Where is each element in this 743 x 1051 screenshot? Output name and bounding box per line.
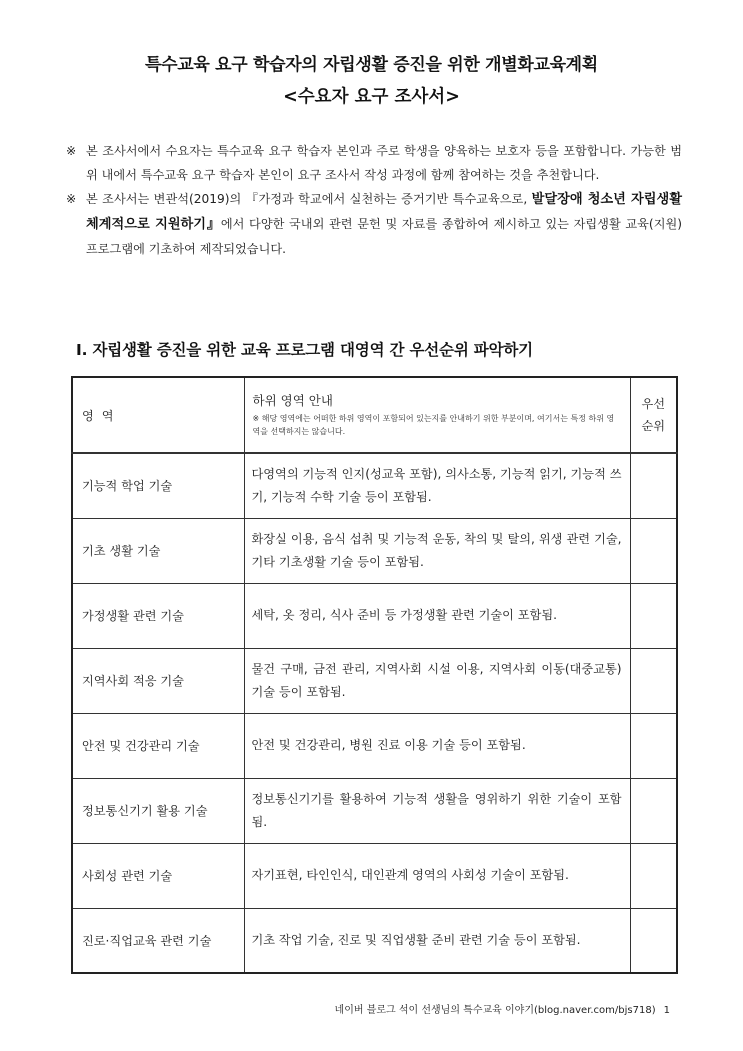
rank-input-cell[interactable] bbox=[630, 908, 677, 973]
row-description: 다영역의 기능적 인지(성교육 포함), 의사소통, 기능적 읽기, 기능적 쓰기, 기능적 수학 기술 등이 포함됨. bbox=[244, 453, 630, 518]
note-item bbox=[66, 139, 682, 187]
table-row bbox=[72, 843, 677, 908]
rank-input-cell[interactable] bbox=[630, 843, 677, 908]
document-title: 특수교육 요구 학습자의 자립생활 증진을 위한 개별화교육계획 bbox=[145, 55, 598, 75]
notes-block bbox=[66, 139, 682, 261]
header-description-title: 하위 영역 안내 bbox=[252, 392, 333, 408]
footer-text: 네이버 블로그 석이 선생님의 특수교육 이야기(blog.naver.com/bjs718) bbox=[334, 1005, 656, 1016]
note-text-after: 에서 다양한 국내외 관련 문헌 및 자료를 종합하여 제시하고 있는 자립생활 교육(지원) 프로그램에 기초하여 제작되었습니다. bbox=[86, 217, 682, 256]
row-area: 정보통신기기 활용 기술 bbox=[72, 778, 244, 843]
row-area: 안전 및 건강관리 기술 bbox=[72, 713, 244, 778]
row-area: 가정생활 관련 기술 bbox=[72, 583, 244, 648]
table-header-row bbox=[72, 377, 677, 453]
rank-input-cell[interactable] bbox=[630, 583, 677, 648]
row-description: 화장실 이용, 음식 섭취 및 기능적 운동, 착의 및 탈의, 위생 관련 기술, 기타 기초생활 기술 등이 포함됨. bbox=[244, 518, 630, 583]
priority-table bbox=[71, 376, 678, 974]
document-subtitle: <수요자 요구 조사서> bbox=[283, 87, 460, 107]
note-text-before: 본 조사서는 변관석(2019)의 『가정과 학교에서 실천하는 증거기반 특수교육으로, bbox=[86, 192, 532, 206]
header-description-note: ※ 해당 영역에는 어떠한 하위 영역이 포함되어 있는지를 안내하기 위한 부분이며, 여기서는 특정 하위 영역을 선택하지는 않습니다. bbox=[252, 413, 615, 436]
note-text: 본 조사서에서 수요자는 특수교육 요구 학습자 본인과 주로 학생을 양육하는 보호자 등을 포함합니다. 가능한 범위 내에서 특수교육 요구 학습자 본인이 요구 조사서 작성 과정에 함께 참여하는 것을 추천합니다. bbox=[86, 144, 682, 182]
section-heading: Ⅰ. 자립생활 증진을 위한 교육 프로그램 대영역 간 우선순위 파악하기 bbox=[76, 341, 533, 359]
row-description: 기초 작업 기술, 진로 및 직업생활 준비 관련 기술 등이 포함됨. bbox=[244, 908, 630, 973]
reference-mark-icon: ※ bbox=[66, 144, 77, 158]
row-description: 정보통신기기를 활용하여 기능적 생활을 영위하기 위한 기술이 포함됨. bbox=[244, 778, 630, 843]
row-area: 진로·직업교육 관련 기술 bbox=[72, 908, 244, 973]
header-area: 영역 bbox=[72, 377, 244, 453]
table-row bbox=[72, 908, 677, 973]
row-area: 기능적 학업 기술 bbox=[72, 453, 244, 518]
page-footer bbox=[335, 1001, 670, 1016]
rank-input-cell[interactable] bbox=[630, 518, 677, 583]
row-description: 안전 및 건강관리, 병원 진료 이용 기술 등이 포함됨. bbox=[244, 713, 630, 778]
note-text-bold: 발달장애 청소년 자립생활 체계적으로 지원하기』 bbox=[86, 192, 682, 232]
header-description bbox=[244, 377, 630, 453]
rank-input-cell[interactable] bbox=[630, 713, 677, 778]
rank-input-cell[interactable] bbox=[630, 648, 677, 713]
row-area: 기초 생활 기술 bbox=[72, 518, 244, 583]
table-row bbox=[72, 648, 677, 713]
row-description: 물건 구매, 금전 관리, 지역사회 시설 이용, 지역사회 이동(대중교통) 기술 등이 포함됨. bbox=[244, 648, 630, 713]
table-row bbox=[72, 778, 677, 843]
row-area: 지역사회 적응 기술 bbox=[72, 648, 244, 713]
row-area: 사회성 관련 기술 bbox=[72, 843, 244, 908]
table-row bbox=[72, 713, 677, 778]
header-rank bbox=[630, 377, 677, 453]
note-item bbox=[66, 187, 682, 261]
rank-input-cell[interactable] bbox=[630, 778, 677, 843]
row-description: 세탁, 옷 정리, 식사 준비 등 가정생활 관련 기술이 포함됨. bbox=[244, 583, 630, 648]
header-rank-line1: 우선 bbox=[641, 397, 666, 411]
reference-mark-icon: ※ bbox=[66, 192, 77, 206]
page-number: 1 bbox=[663, 1005, 670, 1016]
table-row bbox=[72, 518, 677, 583]
header-rank-line2: 순위 bbox=[641, 419, 666, 433]
table-row bbox=[72, 583, 677, 648]
row-description: 자기표현, 타인인식, 대인관계 영역의 사회성 기술이 포함됨. bbox=[244, 843, 630, 908]
rank-input-cell[interactable] bbox=[630, 453, 677, 518]
table-row bbox=[72, 453, 677, 518]
